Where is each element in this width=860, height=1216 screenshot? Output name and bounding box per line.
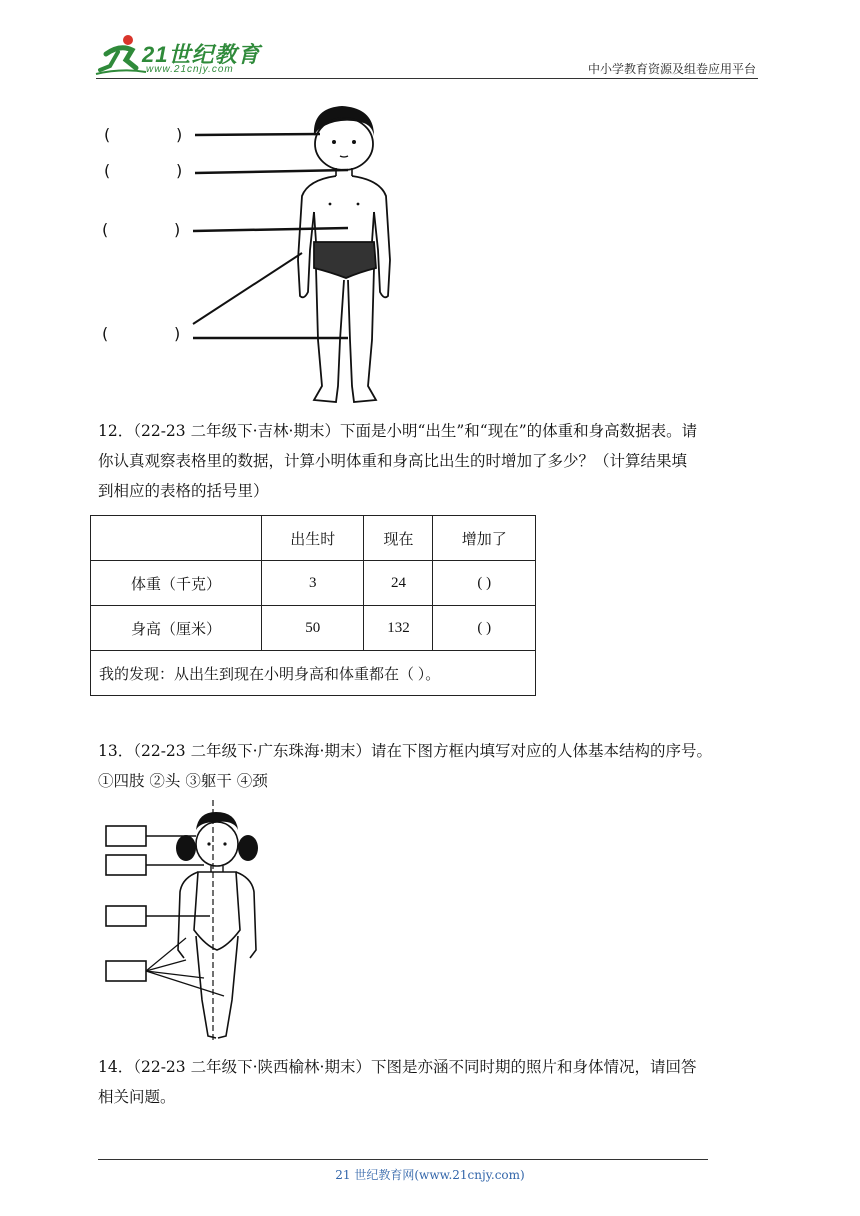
table-header-increase: 增加了: [433, 516, 536, 561]
q11-blank-1-open: (: [104, 125, 111, 144]
table-row: [91, 561, 536, 606]
cell-height-now: 132: [364, 606, 433, 651]
q14-line-1: 14．（22-23 二年级下·陕西榆林·期末）下图是亦涵不同时期的照片和身体情况，请回答: [98, 1058, 697, 1076]
cell-weight-now: 24: [364, 561, 433, 606]
q13-options: ①四肢 ②头 ③躯干 ④颈: [98, 772, 268, 790]
footer-site-text: 21 世纪教育网(www.21cnjy.com): [335, 1168, 525, 1182]
table-header-now: 现在: [364, 516, 433, 561]
girl-body-illustration: [100, 800, 280, 1045]
q11-blank-3-open: (: [102, 220, 109, 239]
q14-line-2: 相关问题。: [98, 1088, 176, 1106]
cell-height-birth: 50: [262, 606, 364, 651]
q12-line-3: 到相应的表格的括号里）: [98, 482, 269, 500]
q11-blank-2-close: ): [176, 161, 183, 180]
footer-divider: [98, 1159, 708, 1160]
q13-question: [98, 736, 778, 796]
header-divider: [96, 78, 758, 79]
logo-url: www.21cnjy.com: [146, 64, 234, 75]
row-label-weight: 体重（千克）: [91, 561, 262, 606]
q14-question: [98, 1052, 778, 1112]
cell-height-increase-blank[interactable]: ( ): [433, 606, 536, 651]
q11-blank-4-open: (: [102, 324, 109, 343]
table-row: [91, 606, 536, 651]
q12-question: [98, 416, 778, 506]
q11-blank-2-open: (: [104, 161, 111, 180]
table-header-empty: [91, 516, 262, 561]
table-header-row: [91, 516, 536, 561]
logo-runner-icon: [96, 34, 146, 78]
cell-weight-birth: 3: [262, 561, 364, 606]
finding-cell[interactable]: 我的发现：从出生到现在小明身高和体重都在（ ）。: [91, 651, 536, 696]
table-row: [91, 651, 536, 696]
cell-weight-increase-blank[interactable]: ( ): [433, 561, 536, 606]
q12-line-2: 你认真观察表格里的数据，计算小明体重和身高比出生的时增加了多少？（计算结果填: [98, 452, 688, 470]
row-label-height: 身高（厘米）: [91, 606, 262, 651]
q12-line-1: 12．（22-23 二年级下·吉林·期末）下面是小明“出生”和“现在”的体重和身高数据表。请: [98, 422, 698, 440]
header-platform-text: 中小学教育资源及组卷应用平台: [587, 62, 756, 76]
q11-blank-1-close: ): [176, 125, 183, 144]
boy-body-illustration: [190, 100, 420, 410]
table-header-birth: 出生时: [262, 516, 364, 561]
q11-blank-4-close: ): [174, 324, 181, 343]
logo-text: 21世纪教育: [142, 42, 261, 67]
q11-blank-3-close: ): [174, 220, 181, 239]
q13-line-1: 13．（22-23 二年级下·广东珠海·期末）请在下图方框内填写对应的人体基本结构的序号。: [98, 742, 712, 760]
q12-data-table: [90, 515, 536, 696]
